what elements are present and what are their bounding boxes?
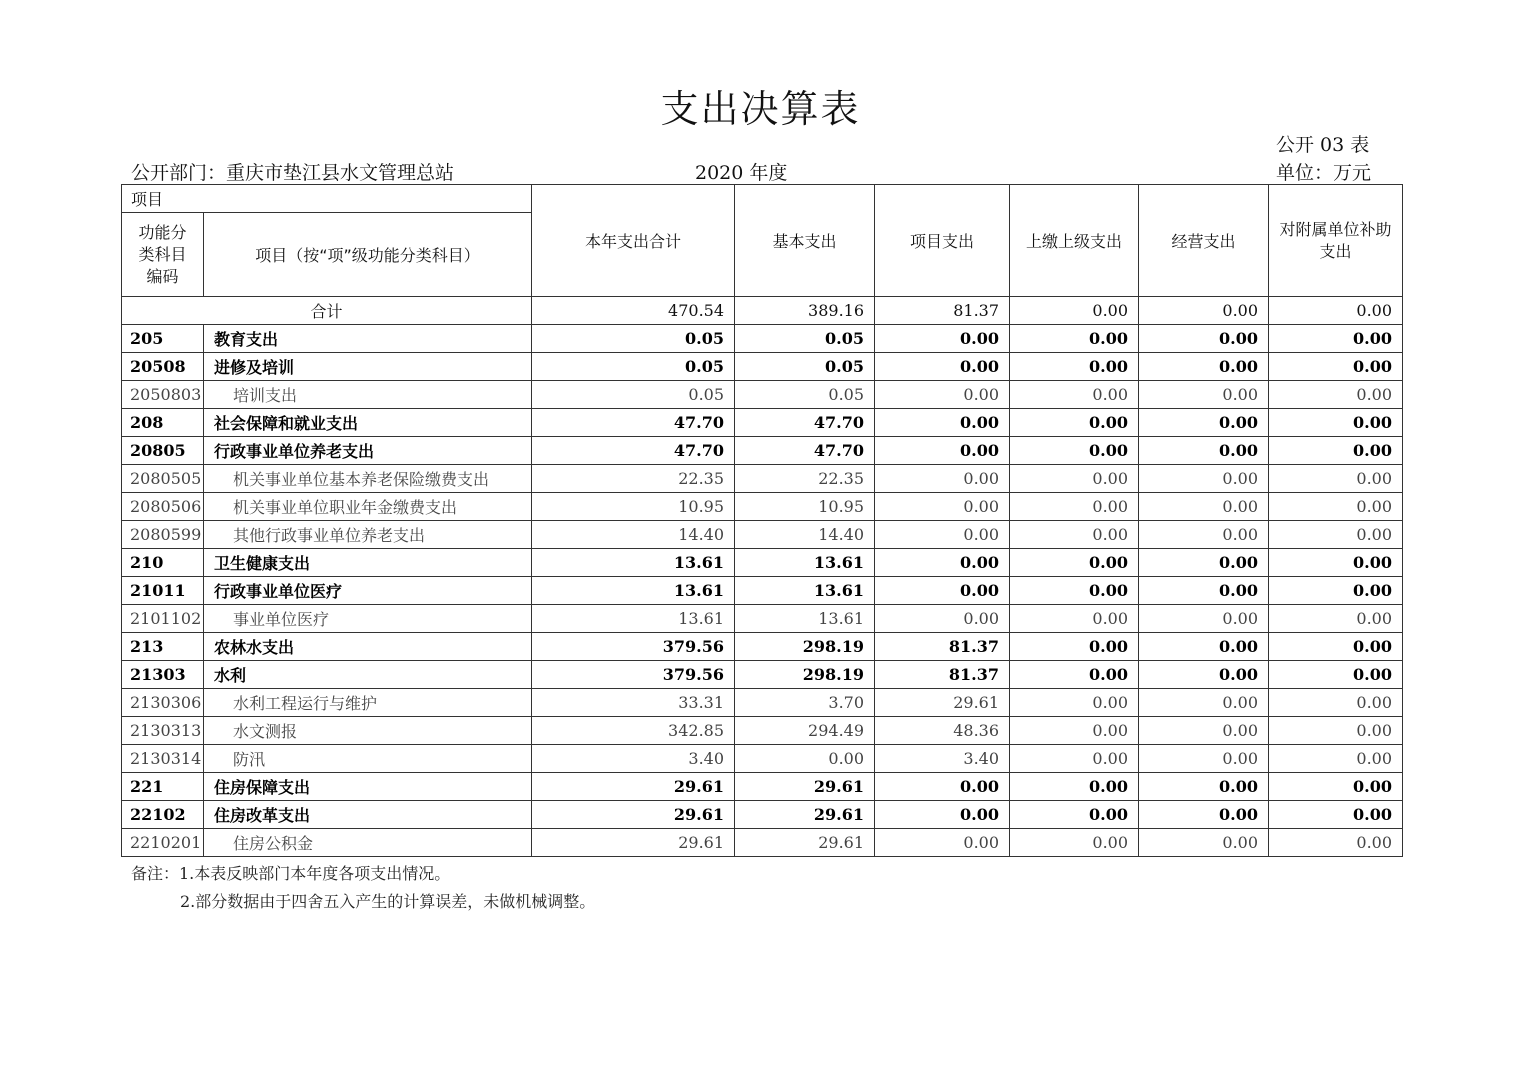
row-code: 208 [122, 409, 204, 437]
row-value: 47.70 [735, 437, 875, 465]
row-value: 0.00 [1010, 745, 1139, 773]
row-value: 0.00 [1269, 577, 1403, 605]
row-value: 0.00 [1010, 381, 1139, 409]
row-value: 0.05 [532, 353, 735, 381]
row-value: 0.00 [1269, 493, 1403, 521]
table-row [122, 521, 1403, 549]
row-name: 其他行政事业单位养老支出 [204, 521, 532, 549]
row-value: 0.00 [875, 409, 1010, 437]
row-value: 0.00 [1010, 409, 1139, 437]
row-value: 0.05 [532, 381, 735, 409]
row-value: 0.00 [1269, 689, 1403, 717]
table-row [122, 437, 1403, 465]
table-row [122, 409, 1403, 437]
row-value: 29.61 [532, 773, 735, 801]
row-value: 0.00 [1010, 493, 1139, 521]
row-name: 机关事业单位职业年金缴费支出 [204, 493, 532, 521]
row-value: 13.61 [532, 577, 735, 605]
row-code: 205 [122, 325, 204, 353]
row-value: 0.00 [1269, 325, 1403, 353]
row-value: 22.35 [735, 465, 875, 493]
row-value: 22.35 [532, 465, 735, 493]
row-value: 3.40 [532, 745, 735, 773]
row-value: 0.00 [1139, 381, 1269, 409]
row-value: 0.00 [1139, 549, 1269, 577]
row-value: 0.00 [1139, 577, 1269, 605]
row-name: 行政事业单位养老支出 [204, 437, 532, 465]
note-line: 备注：1.本表反映部门本年度各项支出情况。 [131, 864, 451, 883]
row-value: 29.61 [735, 829, 875, 857]
row-value: 0.00 [1139, 717, 1269, 745]
row-value: 0.00 [875, 605, 1010, 633]
table-row [122, 801, 1403, 829]
table-row [122, 381, 1403, 409]
row-value: 0.00 [875, 325, 1010, 353]
expenditure-table [121, 184, 1403, 857]
row-value: 13.61 [735, 605, 875, 633]
row-code: 210 [122, 549, 204, 577]
header-total: 本年支出合计 [532, 185, 735, 297]
row-code: 2101102 [122, 605, 204, 633]
row-value: 0.00 [875, 829, 1010, 857]
total-row [122, 297, 1403, 325]
row-value: 0.00 [875, 353, 1010, 381]
row-value: 0.00 [1269, 745, 1403, 773]
row-value: 0.00 [875, 437, 1010, 465]
row-value: 0.00 [1010, 605, 1139, 633]
row-value: 47.70 [735, 409, 875, 437]
row-value: 0.00 [875, 465, 1010, 493]
row-name: 住房保障支出 [204, 773, 532, 801]
row-value: 29.61 [532, 801, 735, 829]
row-value: 0.00 [1010, 773, 1139, 801]
row-value: 0.00 [1010, 829, 1139, 857]
table-row [122, 577, 1403, 605]
row-value: 81.37 [875, 633, 1010, 661]
row-value: 0.00 [875, 381, 1010, 409]
header-upper: 上缴上级支出 [1010, 185, 1139, 297]
row-name: 机关事业单位基本养老保险缴费支出 [204, 465, 532, 493]
row-value: 10.95 [532, 493, 735, 521]
table-row [122, 353, 1403, 381]
row-code: 20508 [122, 353, 204, 381]
table-row [122, 605, 1403, 633]
row-value: 379.56 [532, 661, 735, 689]
row-value: 0.00 [1010, 521, 1139, 549]
table-row [122, 829, 1403, 857]
row-value: 0.00 [1139, 521, 1269, 549]
row-code: 21303 [122, 661, 204, 689]
row-value: 0.00 [875, 801, 1010, 829]
row-value: 14.40 [532, 521, 735, 549]
row-value: 29.61 [532, 829, 735, 857]
row-value: 0.05 [735, 381, 875, 409]
row-value: 0.00 [875, 577, 1010, 605]
table-row [122, 633, 1403, 661]
header-basic: 基本支出 [735, 185, 875, 297]
row-code: 22102 [122, 801, 204, 829]
row-name: 培训支出 [204, 381, 532, 409]
table-row [122, 745, 1403, 773]
row-value: 0.00 [1269, 381, 1403, 409]
row-value: 0.00 [1010, 633, 1139, 661]
row-value: 0.05 [532, 325, 735, 353]
row-value: 13.61 [532, 605, 735, 633]
row-value: 33.31 [532, 689, 735, 717]
row-value: 0.00 [1269, 829, 1403, 857]
row-value: 0.00 [875, 521, 1010, 549]
total-value: 81.37 [875, 297, 1010, 325]
year-label: 2020 年度 [695, 162, 788, 184]
row-code: 2130314 [122, 745, 204, 773]
unit-label: 单位：万元 [1276, 162, 1372, 184]
row-name: 卫生健康支出 [204, 549, 532, 577]
total-value: 0.00 [1139, 297, 1269, 325]
table-row [122, 689, 1403, 717]
row-name: 防汛 [204, 745, 532, 773]
row-value: 0.00 [1010, 437, 1139, 465]
row-code: 2130313 [122, 717, 204, 745]
row-value: 0.00 [1269, 437, 1403, 465]
row-value: 47.70 [532, 437, 735, 465]
row-value: 10.95 [735, 493, 875, 521]
row-value: 29.61 [735, 773, 875, 801]
row-value: 0.00 [1139, 801, 1269, 829]
row-value: 3.40 [875, 745, 1010, 773]
row-value: 3.70 [735, 689, 875, 717]
row-name: 行政事业单位医疗 [204, 577, 532, 605]
row-name: 事业单位医疗 [204, 605, 532, 633]
department-label: 公开部门：重庆市垫江县水文管理总站 [131, 162, 455, 184]
row-value: 0.00 [1269, 549, 1403, 577]
row-name: 住房改革支出 [204, 801, 532, 829]
row-value: 0.00 [1139, 493, 1269, 521]
row-value: 0.00 [1269, 661, 1403, 689]
row-code: 221 [122, 773, 204, 801]
row-value: 0.00 [1010, 717, 1139, 745]
header-subsidy: 对附属单位补助支出 [1269, 185, 1403, 297]
row-name: 农林水支出 [204, 633, 532, 661]
total-value: 0.00 [1269, 297, 1403, 325]
table-row [122, 549, 1403, 577]
table-row [122, 493, 1403, 521]
row-code: 20805 [122, 437, 204, 465]
header-code: 功能分类科目编码 [122, 213, 204, 297]
row-value: 0.00 [1269, 633, 1403, 661]
row-value: 81.37 [875, 661, 1010, 689]
row-value: 0.00 [1139, 633, 1269, 661]
row-value: 0.00 [1139, 773, 1269, 801]
row-value: 0.00 [1269, 465, 1403, 493]
row-value: 0.00 [1010, 577, 1139, 605]
row-name: 水利 [204, 661, 532, 689]
row-value: 342.85 [532, 717, 735, 745]
row-name: 住房公积金 [204, 829, 532, 857]
table-row [122, 773, 1403, 801]
row-value: 0.00 [1269, 801, 1403, 829]
row-code: 2210201 [122, 829, 204, 857]
row-value: 0.00 [1010, 689, 1139, 717]
header-business: 经营支出 [1139, 185, 1269, 297]
row-value: 0.00 [1010, 325, 1139, 353]
row-value: 0.00 [1139, 745, 1269, 773]
row-value: 0.00 [1139, 829, 1269, 857]
row-value: 13.61 [532, 549, 735, 577]
row-value: 0.00 [1269, 409, 1403, 437]
row-code: 2130306 [122, 689, 204, 717]
header-project-expense: 项目支出 [875, 185, 1010, 297]
header-name: 项目（按“项”级功能分类科目） [204, 213, 532, 297]
row-value: 0.00 [1269, 353, 1403, 381]
row-value: 0.00 [735, 745, 875, 773]
row-code: 21011 [122, 577, 204, 605]
header-project: 项目 [122, 185, 532, 213]
row-value: 0.00 [1139, 353, 1269, 381]
notes [131, 860, 595, 916]
row-value: 13.61 [735, 549, 875, 577]
row-value: 0.00 [875, 773, 1010, 801]
page-title: 支出决算表 [660, 87, 861, 131]
row-value: 29.61 [875, 689, 1010, 717]
row-name: 进修及培训 [204, 353, 532, 381]
row-value: 47.70 [532, 409, 735, 437]
row-value: 0.00 [1139, 437, 1269, 465]
row-value: 0.05 [735, 353, 875, 381]
row-value: 0.05 [735, 325, 875, 353]
row-value: 0.00 [1139, 689, 1269, 717]
row-name: 教育支出 [204, 325, 532, 353]
row-value: 13.61 [735, 577, 875, 605]
total-label: 合计 [122, 297, 532, 325]
row-value: 0.00 [875, 549, 1010, 577]
row-value: 0.00 [1269, 717, 1403, 745]
row-code: 213 [122, 633, 204, 661]
row-value: 0.00 [1269, 773, 1403, 801]
row-code: 2080506 [122, 493, 204, 521]
row-value: 0.00 [1010, 353, 1139, 381]
row-value: 0.00 [1139, 325, 1269, 353]
row-value: 379.56 [532, 633, 735, 661]
total-value: 0.00 [1010, 297, 1139, 325]
row-value: 0.00 [1010, 661, 1139, 689]
row-value: 0.00 [1010, 801, 1139, 829]
row-value: 48.36 [875, 717, 1010, 745]
row-name: 社会保障和就业支出 [204, 409, 532, 437]
row-value: 14.40 [735, 521, 875, 549]
row-value: 298.19 [735, 633, 875, 661]
row-value: 294.49 [735, 717, 875, 745]
table-row [122, 717, 1403, 745]
table-row [122, 325, 1403, 353]
row-code: 2080505 [122, 465, 204, 493]
row-name: 水文测报 [204, 717, 532, 745]
row-value: 0.00 [1269, 605, 1403, 633]
row-value: 0.00 [1010, 549, 1139, 577]
row-code: 2080599 [122, 521, 204, 549]
row-value: 0.00 [1139, 409, 1269, 437]
table-row [122, 465, 1403, 493]
row-value: 0.00 [1269, 521, 1403, 549]
note-line: 2.部分数据由于四舍五入产生的计算误差，未做机械调整。 [180, 892, 596, 911]
row-value: 0.00 [1139, 605, 1269, 633]
row-value: 0.00 [1139, 465, 1269, 493]
row-code: 2050803 [122, 381, 204, 409]
row-value: 298.19 [735, 661, 875, 689]
row-value: 29.61 [735, 801, 875, 829]
table-row [122, 661, 1403, 689]
row-value: 0.00 [875, 493, 1010, 521]
total-value: 470.54 [532, 297, 735, 325]
row-name: 水利工程运行与维护 [204, 689, 532, 717]
form-number: 公开 03 表 [1276, 134, 1370, 156]
total-value: 389.16 [735, 297, 875, 325]
row-value: 0.00 [1139, 661, 1269, 689]
row-value: 0.00 [1010, 465, 1139, 493]
